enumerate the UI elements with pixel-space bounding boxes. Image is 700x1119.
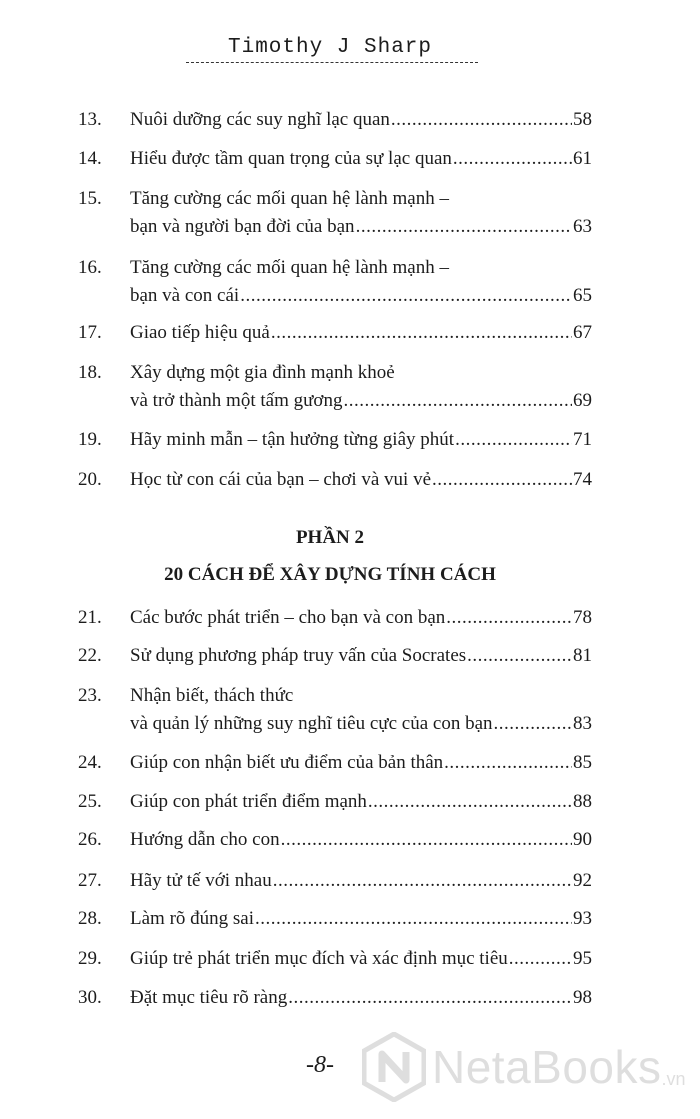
toc-entry-number: 25.: [78, 791, 102, 812]
toc-entry-number: 20.: [78, 469, 102, 490]
part-title: 20 CÁCH ĐỂ XÂY DỰNG TÍNH CÁCH: [164, 564, 496, 585]
toc-entry: [78, 426, 592, 454]
toc-entry-number: 19.: [78, 429, 102, 450]
toc-entry-number: 26.: [78, 829, 102, 850]
toc-entry-title: Tăng cường các mối quan hệ lành mạnh –: [130, 188, 449, 209]
toc-entry: [78, 945, 592, 973]
toc-entry-number: 21.: [78, 607, 102, 628]
dot-leader: [271, 319, 572, 347]
toc-entry: [78, 749, 592, 777]
toc-entry-page: 81: [573, 645, 592, 666]
toc-entry-title: Học từ con cái của bạn – chơi và vui vẻ: [130, 469, 432, 490]
toc-entry-number: 28.: [78, 908, 102, 929]
toc-entry-title: Giúp trẻ phát triển mục đích và xác định mục tiêu: [130, 948, 508, 969]
toc-entry-title: Hiểu được tầm quan trọng của sự lạc quan: [130, 148, 452, 169]
toc-entry-title: Đặt mục tiêu rõ ràng: [130, 987, 288, 1008]
toc-entry-title-continued: và quản lý những suy nghĩ tiêu cực của con bạn: [130, 713, 493, 734]
dot-leader: [288, 984, 572, 1012]
dot-leader: [494, 710, 572, 738]
dot-leader: [509, 945, 572, 973]
toc-entry-page: 78: [573, 607, 592, 628]
toc-entry-title-continued: và trở thành một tấm gương: [130, 390, 343, 411]
page-number: -8-: [306, 1052, 334, 1078]
dot-leader: [343, 387, 572, 415]
toc-entry: [78, 185, 592, 241]
toc-entry-page: 83: [573, 713, 592, 734]
toc-entry-page: 71: [573, 429, 592, 450]
toc-entry-page: 69: [573, 390, 592, 411]
toc-entry-number: 23.: [78, 685, 102, 706]
netabooks-watermark: [362, 1030, 686, 1104]
toc-entry: [78, 867, 592, 895]
dot-leader: [446, 604, 572, 632]
watermark-domain-suffix: .vn: [661, 1069, 686, 1089]
toc-entry-number: 18.: [78, 362, 102, 383]
toc-entry-number: 29.: [78, 948, 102, 969]
toc-entry: [78, 254, 592, 310]
dot-leader: [432, 466, 572, 494]
toc-entry-title: Giúp con nhận biết ưu điểm của bản thân: [130, 752, 444, 773]
toc-entry-number: 15.: [78, 188, 102, 209]
dot-leader: [273, 867, 572, 895]
dot-leader: [281, 826, 572, 854]
toc-entry-page: 63: [573, 216, 592, 237]
toc-entry-number: 27.: [78, 870, 102, 891]
toc-entry: [78, 145, 592, 173]
toc-entry-number: 17.: [78, 322, 102, 343]
toc-entry-title: Sử dụng phương pháp truy vấn của Socrates: [130, 645, 467, 666]
toc-entry-page: 98: [573, 987, 592, 1008]
dot-leader: [356, 213, 572, 241]
running-header-author: Timothy J Sharp: [227, 36, 433, 59]
toc-entry: [78, 826, 592, 854]
dot-leader: [240, 282, 572, 310]
toc-entry-title: Giúp con phát triển điểm mạnh: [130, 791, 367, 812]
header-dashed-rule: [186, 62, 478, 63]
watermark-brand-text: NetaBooks: [432, 1041, 662, 1093]
dot-leader: [453, 145, 572, 173]
toc-entry-title: Giao tiếp hiệu quả: [130, 322, 270, 343]
toc-entry-page: 90: [573, 829, 592, 850]
toc-entry-title: Hãy minh mẫn – tận hưởng từng giây phút: [130, 429, 455, 450]
toc-entry-title: Nhận biết, thách thức: [130, 685, 294, 706]
toc-entry: [78, 359, 592, 415]
toc-entry-page: 61: [573, 148, 592, 169]
dot-leader: [444, 749, 572, 777]
toc-entry-page: 88: [573, 791, 592, 812]
toc-entry-title: Xây dựng một gia đình mạnh khoẻ: [130, 362, 395, 383]
dot-leader: [467, 642, 572, 670]
toc-entry-number: 16.: [78, 257, 102, 278]
toc-entry-title: Làm rõ đúng sai: [130, 908, 255, 929]
toc-entry-number: 13.: [78, 109, 102, 130]
toc-entry: [78, 788, 592, 816]
toc-entry: [78, 905, 592, 933]
dot-leader: [368, 788, 572, 816]
part-label: PHẦN 2: [295, 527, 365, 548]
toc-entry: [78, 682, 592, 738]
toc-entry: [78, 984, 592, 1012]
toc-entry: [78, 604, 592, 632]
toc-entry-title-continued: bạn và con cái: [130, 285, 240, 306]
toc-entry-page: 65: [573, 285, 592, 306]
toc-entry-page: 92: [573, 870, 592, 891]
toc-entry-title: Hãy tử tế với nhau: [130, 870, 272, 891]
toc-entry-page: 93: [573, 908, 592, 929]
toc-entry-title-continued: bạn và người bạn đời của bạn: [130, 216, 355, 237]
dot-leader: [455, 426, 572, 454]
netabooks-logo-icon: [362, 1032, 426, 1102]
toc-entry: [78, 319, 592, 347]
toc-entry-page: 85: [573, 752, 592, 773]
toc-entry-number: 30.: [78, 987, 102, 1008]
toc-entry: [78, 106, 592, 134]
toc-entry-title: Hướng dẫn cho con: [130, 829, 280, 850]
toc-entry: [78, 642, 592, 670]
toc-entry-number: 22.: [78, 645, 102, 666]
toc-entry-number: 14.: [78, 148, 102, 169]
toc-entry-page: 95: [573, 948, 592, 969]
toc-entry-page: 58: [573, 109, 592, 130]
dot-leader: [391, 106, 572, 134]
toc-entry-page: 67: [573, 322, 592, 343]
toc-entry-page: 74: [573, 469, 592, 490]
dot-leader: [255, 905, 572, 933]
toc-entry-title: Nuôi dưỡng các suy nghĩ lạc quan: [130, 109, 390, 130]
toc-entry: [78, 466, 592, 494]
toc-entry-title: Các bước phát triển – cho bạn và con bạn: [130, 607, 446, 628]
toc-entry-number: 24.: [78, 752, 102, 773]
toc-entry-title: Tăng cường các mối quan hệ lành mạnh –: [130, 257, 449, 278]
